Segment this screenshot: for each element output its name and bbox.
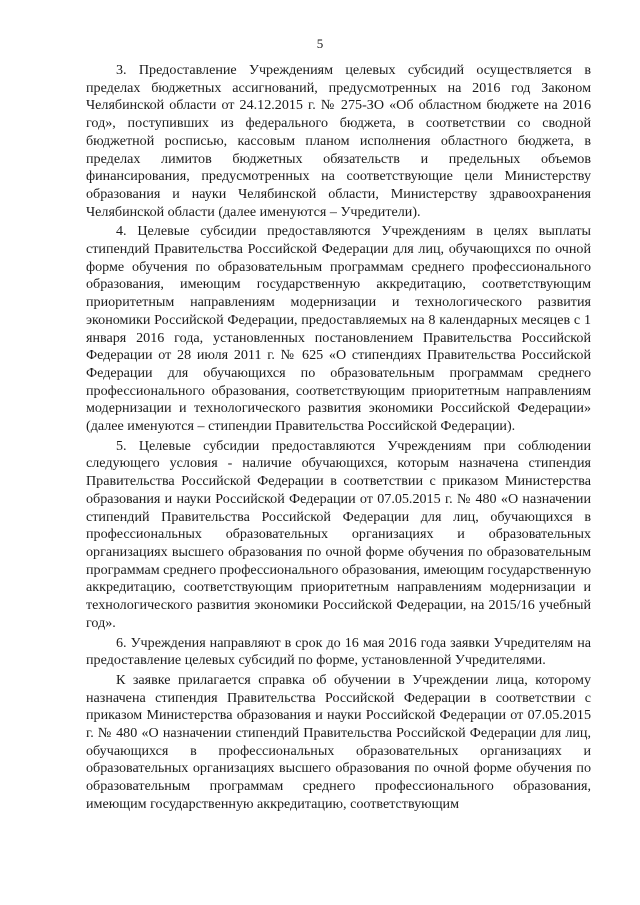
- paragraph-6: 6. Учреждения направляют в срок до 16 мая 2016 года заявки Учредителям на предоставление целевых субсидий по форме, установленной Учредителями.: [86, 634, 591, 669]
- paragraph-3: 3. Предоставление Учреждениям целевых субсидий осуществляется в пределах бюджетных ассигнований, предусмотренных на 2016 год Законом Челябинской области от 24.12.2015 г. № 275-ЗО «Об областном бюджете на 2016 год», поступивших из федерального бюджета, в соответствии со сводной бюджетной росписью, кассовым планом исполнения областного бюджета, в пределах лимитов бюджетных обязательств и предельных объемов финансирования, предусмотренных на соответствующие цели Министерству образования и науки Челябинской области, Министерству здравоохранения Челябинской области (далее именуются – Учредители).: [86, 62, 591, 220]
- paragraph-attachment: К заявке прилагается справка об обучении в Учреждении лица, которому назначена стипендия Правительства Российской Федерации в соответствии с приказом Министерства образования и науки Российской Федерации от 07.05.2015 г. № 480 «О назначении стипендий Правительства Российской Федерации для лиц, обучающихся в профессиональных образовательных организациях и образовательных организациях высшего образования по очной форме обучения по образовательным программам среднего профессионального образования, имеющим государственную аккредитацию, соответствующим: [86, 671, 591, 812]
- paragraph-4: 4. Целевые субсидии предоставляются Учреждениям в целях выплаты стипендий Правительства Российской Федерации для лиц, обучающихся по очной форме обучения по образовательным программам среднего профессионального образования, имеющим государственную аккредитацию, соответствующим приоритетным направлениям модернизации и технологического развития экономики Российской Федерации, предоставляемых на 8 календарных месяцев с 1 января 2016 года, установленных постановлением Правительства Российской Федерации от 28 июля 2011 г. № 625 «О стипендиях Правительства Российской Федерации для обучающихся по образовательным программам среднего профессионального образования, соответствующим приоритетным направлениям модернизации и технологического развития экономики Российской Федерации» (далее именуются – стипендии Правительства Российской Федерации).: [86, 223, 591, 435]
- document-body: [86, 62, 591, 816]
- paragraph-5: 5. Целевые субсидии предоставляются Учреждениям при соблюдении следующего условия - наличие обучающихся, которым назначена стипендия Правительства Российской Федерации в соответствии с приказом Министерства образования и науки Российской Федерации от 07.05.2015 г. № 480 «О назначении стипендий Правительства Российской Федерации для лиц, обучающихся в профессиональных образовательных организациях и образовательных организациях высшего образования по очной форме обучения по образовательным программам среднего профессионального образования, имеющим государственную аккредитацию, соответствующим приоритетным направлениям модернизации и технологического развития экономики Российской Федерации, на 2015/16 учебный год».: [86, 437, 591, 631]
- page-number: 5: [316, 36, 324, 51]
